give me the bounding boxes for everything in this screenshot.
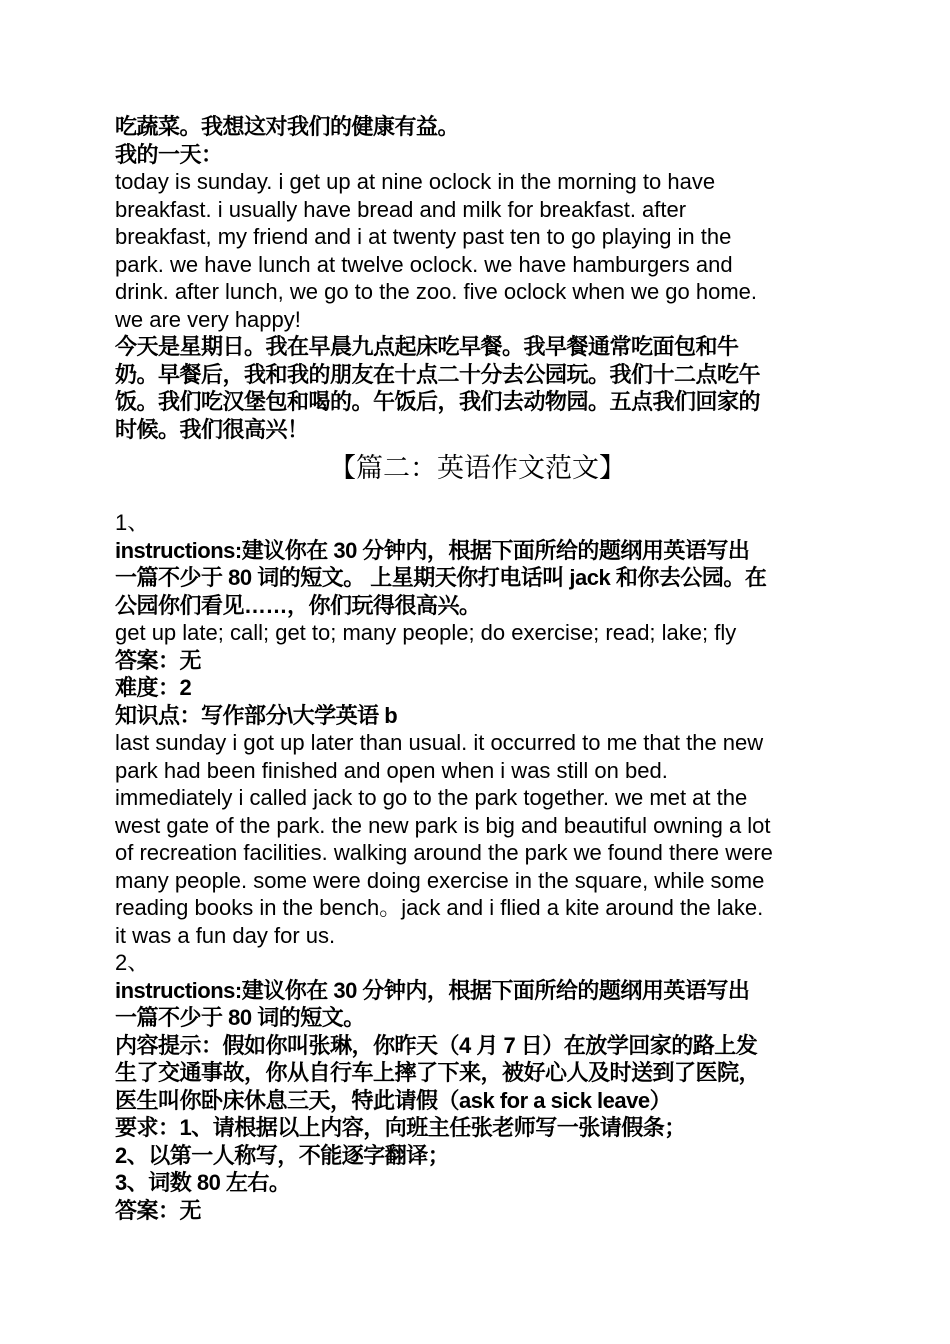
- text-line: 一篇不少于 80 词的短文。 上星期天你打电话叫 jack 和你去公园。在: [115, 565, 767, 590]
- text-line: 知识点：写作部分\大学英语 b: [115, 702, 398, 728]
- text-line: we are very happy!: [115, 306, 301, 332]
- document-page: [115, 113, 840, 1224]
- text-line: it was a fun day for us.: [115, 922, 336, 948]
- text-line: park. we have lunch at twelve oclock. we have hamburgers and: [115, 251, 733, 277]
- text-line: reading books in the bench。jack and i flied a kite around the lake.: [115, 895, 764, 920]
- text-line: last sunday i got up later than usual. it occurred to me that the new: [115, 730, 764, 755]
- section-heading: 【篇二：英语作文范文】: [329, 453, 626, 484]
- text-line: 医生叫你卧床休息三天，特此请假（ask for a sick leave）: [115, 1087, 672, 1113]
- text-line: 2、以第一人称写，不能逐字翻译；: [115, 1142, 450, 1168]
- text-line: many people. some were doing exercise in the square, while some: [115, 867, 765, 893]
- text-line: 奶。早餐后，我和我的朋友在十点二十分去公园玩。我们十二点吃午: [115, 361, 761, 387]
- text-line: 饭。我们吃汉堡包和喝的。午饭后，我们去动物园。五点我们回家的: [115, 389, 761, 414]
- text-line: breakfast, my friend and i at twenty past ten to go playing in the: [115, 224, 732, 249]
- text-line: 要求：1、请根据以上内容，向班主任张老师写一张请假条；: [115, 1115, 686, 1140]
- section-my-day: [115, 113, 840, 443]
- text-line: 时候。我们很高兴！: [115, 416, 309, 442]
- text-line: drink. after lunch, we go to the zoo. five oclock when we go home.: [115, 279, 758, 304]
- text-line: 今天是星期日。我在早晨九点起床吃早餐。我早餐通常吃面包和牛: [115, 334, 739, 359]
- text-line: immediately i called jack to go to the park together. we met at the: [115, 785, 748, 810]
- text-line: 内容提示：假如你叫张琳，你昨天（4 月 7 日）在放学回家的路上发: [115, 1032, 758, 1058]
- text-line: park had been finished and open when i was still on bed.: [115, 757, 668, 783]
- text-line: breakfast. i usually have bread and milk for breakfast. after: [115, 196, 687, 222]
- text-line: west gate of the park. the new park is big and beautiful owning a lot: [115, 812, 771, 838]
- text-line: 难度：2: [115, 675, 192, 700]
- text-line: today is sunday. i get up at nine oclock in the morning to have: [115, 169, 716, 194]
- text-line: 我的一天：: [115, 141, 223, 167]
- text-line: 1、: [115, 510, 150, 535]
- text-line: 答案：无: [115, 1197, 202, 1223]
- text-line: 公园你们看见……，你们玩得很高兴。: [115, 592, 481, 618]
- text-line: 一篇不少于 80 词的短文。: [115, 1005, 365, 1030]
- text-line: instructions:建议你在 30 分钟内，根据下面所给的题纲用英语写出: [115, 537, 750, 563]
- text-line: 答案：无: [115, 647, 202, 673]
- text-line: of recreation facilities. walking around the park we found there were: [115, 840, 773, 865]
- text-line: get up late; call; get to; many people; do exercise; read; lake; fly: [115, 620, 737, 645]
- text-line: 3、词数 80 左右。: [115, 1170, 291, 1195]
- section-essay-samples: [115, 509, 840, 1224]
- text-line: 吃蔬菜。我想这对我们的健康有益。: [115, 114, 460, 139]
- text-line: 2、: [115, 950, 150, 975]
- text-line: instructions:建议你在 30 分钟内，根据下面所给的题纲用英语写出: [115, 977, 750, 1003]
- text-line: 生了交通事故，你从自行车上摔了下来，被好心人及时送到了医院，: [115, 1060, 761, 1085]
